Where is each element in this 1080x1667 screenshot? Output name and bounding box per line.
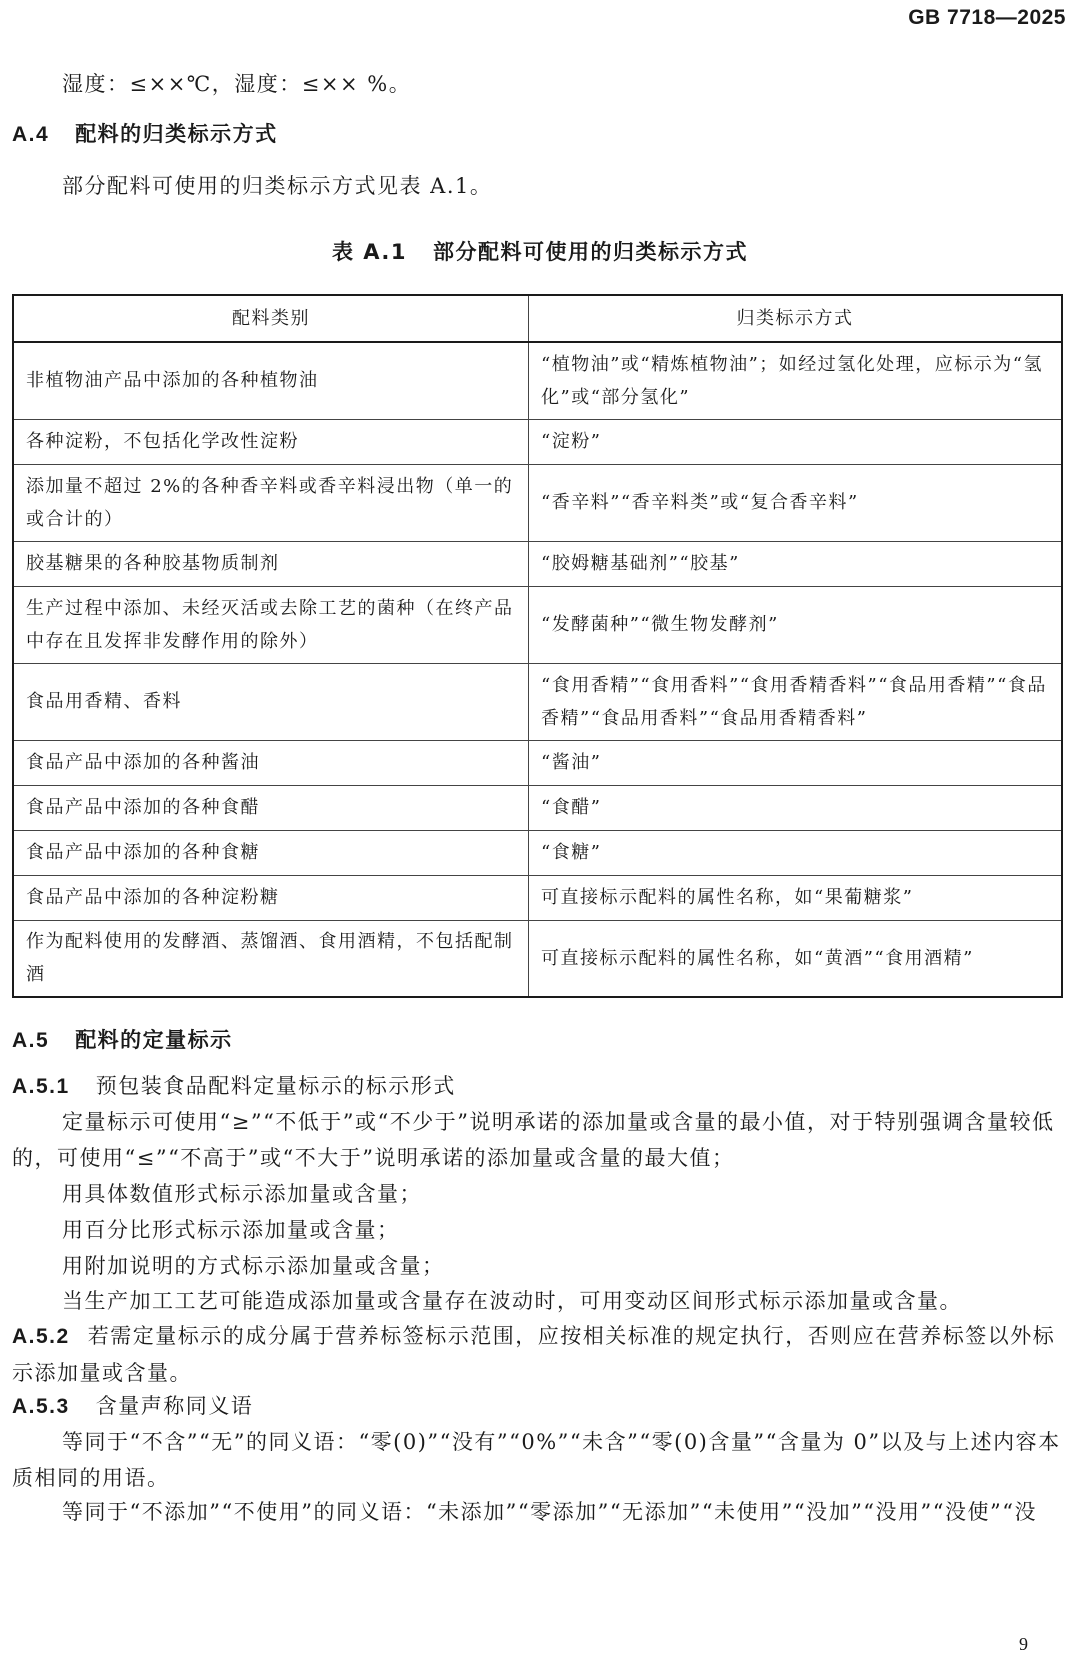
table-cell-category: 胶基糖果的各种胶基物质制剂 [13, 541, 529, 586]
table-cell-labeling: “胶姆糖基础剂”“胶基” [529, 541, 1063, 586]
section-title: 含量声称同义语 [95, 1394, 254, 1418]
table-row [13, 586, 1062, 663]
table-cell-category: 作为配料使用的发酵酒、蒸馏酒、食用酒精，不包括配制酒 [13, 920, 529, 997]
section-a51-paragraph: 用百分比形式标示添加量或含量； [62, 1218, 400, 1242]
table-cell-labeling: 可直接标示配料的属性名称，如“果葡糖浆” [529, 875, 1063, 920]
section-a51-paragraph: 定量标示可使用“≥”“不低于”或“不少于”说明承诺的添加量或含量的最小值，对于特别强调含量较低的，可使用“≤”“不高于”或“不大于”说明承诺的添加量或含量的最大值； [12, 1110, 1055, 1170]
section-a52 [12, 1318, 1062, 1391]
section-a53-paragraph: 等同于“不添加”“不使用”的同义语：“未添加”“零添加”“无添加”“未使用”“没加”“没用”“没使”“没 [62, 1500, 1037, 1524]
section-number: A.5.2 [12, 1325, 70, 1348]
ingredient-category-table [12, 294, 1063, 998]
table-cell-category: 食品产品中添加的各种食醋 [13, 785, 529, 830]
section-a4-text: 部分配料可使用的归类标示方式见表 A.1。 [62, 174, 493, 198]
table-cell-category: 食品用香精、香料 [13, 663, 529, 740]
table-cell-category: 非植物油产品中添加的各种植物油 [13, 342, 529, 419]
table-cell-labeling: “食糖” [529, 830, 1063, 875]
table-row [13, 663, 1062, 740]
section-number: A.5.1 [12, 1075, 70, 1098]
table-row [13, 830, 1062, 875]
section-title: 配料的定量标示 [75, 1028, 233, 1052]
table-row [13, 740, 1062, 785]
section-a51-paragraph: 用附加说明的方式标示添加量或含量； [62, 1254, 445, 1278]
table-caption-title: 部分配料可使用的归类标示方式 [433, 240, 749, 264]
section-a51-heading [12, 1068, 1062, 1105]
table-cell-labeling: “淀粉” [529, 419, 1063, 464]
section-a53-heading [12, 1388, 1062, 1425]
section-number: A.5.3 [12, 1395, 70, 1418]
table-cell-category: 添加量不超过 2%的各种香辛料或香辛料浸出物（单一的或合计的） [13, 464, 529, 541]
table-caption [0, 236, 1080, 266]
section-a52-text: 若需定量标示的成分属于营养标签标示范围，应按相关标准的规定执行，否则应在营养标签以外标示添加量或含量。 [12, 1324, 1056, 1385]
table-row [13, 920, 1062, 997]
table-caption-number: 表 A.1 [331, 240, 408, 264]
table-cell-category: 食品产品中添加的各种酱油 [13, 740, 529, 785]
table-row [13, 419, 1062, 464]
table-cell-category: 食品产品中添加的各种食糖 [13, 830, 529, 875]
section-number: A.5 [12, 1029, 50, 1052]
column-header: 配料类别 [13, 295, 529, 342]
table-cell-labeling: “食用香精”“食用香料”“食用香精香料”“食品用香精”“食品香精”“食品用香料”“食品用香精香料” [529, 663, 1063, 740]
table-cell-category: 食品产品中添加的各种淀粉糖 [13, 875, 529, 920]
section-a5-heading [12, 1024, 233, 1054]
table-row [13, 541, 1062, 586]
table-row [13, 875, 1062, 920]
section-a53-paragraph: 等同于“不含”“无”的同义语：“零(0)”“没有”“0%”“未含”“零(0)含量”“含量为 0”以及与上述内容本质相同的用语。 [12, 1430, 1061, 1490]
table-header-row [13, 295, 1062, 342]
table-cell-labeling: “发酵菌种”“微生物发酵剂” [529, 586, 1063, 663]
section-title: 预包装食品配料定量标示的标示形式 [95, 1074, 456, 1098]
section-number: A.4 [12, 123, 50, 146]
section-title: 配料的归类标示方式 [75, 122, 278, 146]
column-header: 归类标示方式 [529, 295, 1063, 342]
table-cell-labeling: “食醋” [529, 785, 1063, 830]
section-a4-heading [12, 118, 278, 148]
section-a51-paragraph: 当生产加工工艺可能造成添加量或含量存在波动时，可用变动区间形式标示添加量或含量。 [62, 1289, 962, 1313]
table-cell-labeling: 可直接标示配料的属性名称，如“黄酒”“食用酒精” [529, 920, 1063, 997]
table-cell-category: 各种淀粉，不包括化学改性淀粉 [13, 419, 529, 464]
table-cell-labeling: “酱油” [529, 740, 1063, 785]
table-cell-labeling: “植物油”或“精炼植物油”；如经过氢化处理，应标示为“氢化”或“部分氢化” [529, 342, 1063, 419]
page-number: 9 [1019, 1634, 1028, 1654]
table-cell-category: 生产过程中添加、未经灭活或去除工艺的菌种（在终产品中存在且发挥非发酵作用的除外） [13, 586, 529, 663]
table-row [13, 464, 1062, 541]
section-a51-paragraph: 用具体数值形式标示添加量或含量； [62, 1182, 422, 1206]
table-cell-labeling: “香辛料”“香辛料类”或“复合香辛料” [529, 464, 1063, 541]
table-row [13, 785, 1062, 830]
intro-line: 湿度：≤××℃，湿度：≤×× %。 [62, 72, 412, 96]
table-row [13, 342, 1062, 419]
document-code: GB 7718—2025 [908, 6, 1066, 29]
